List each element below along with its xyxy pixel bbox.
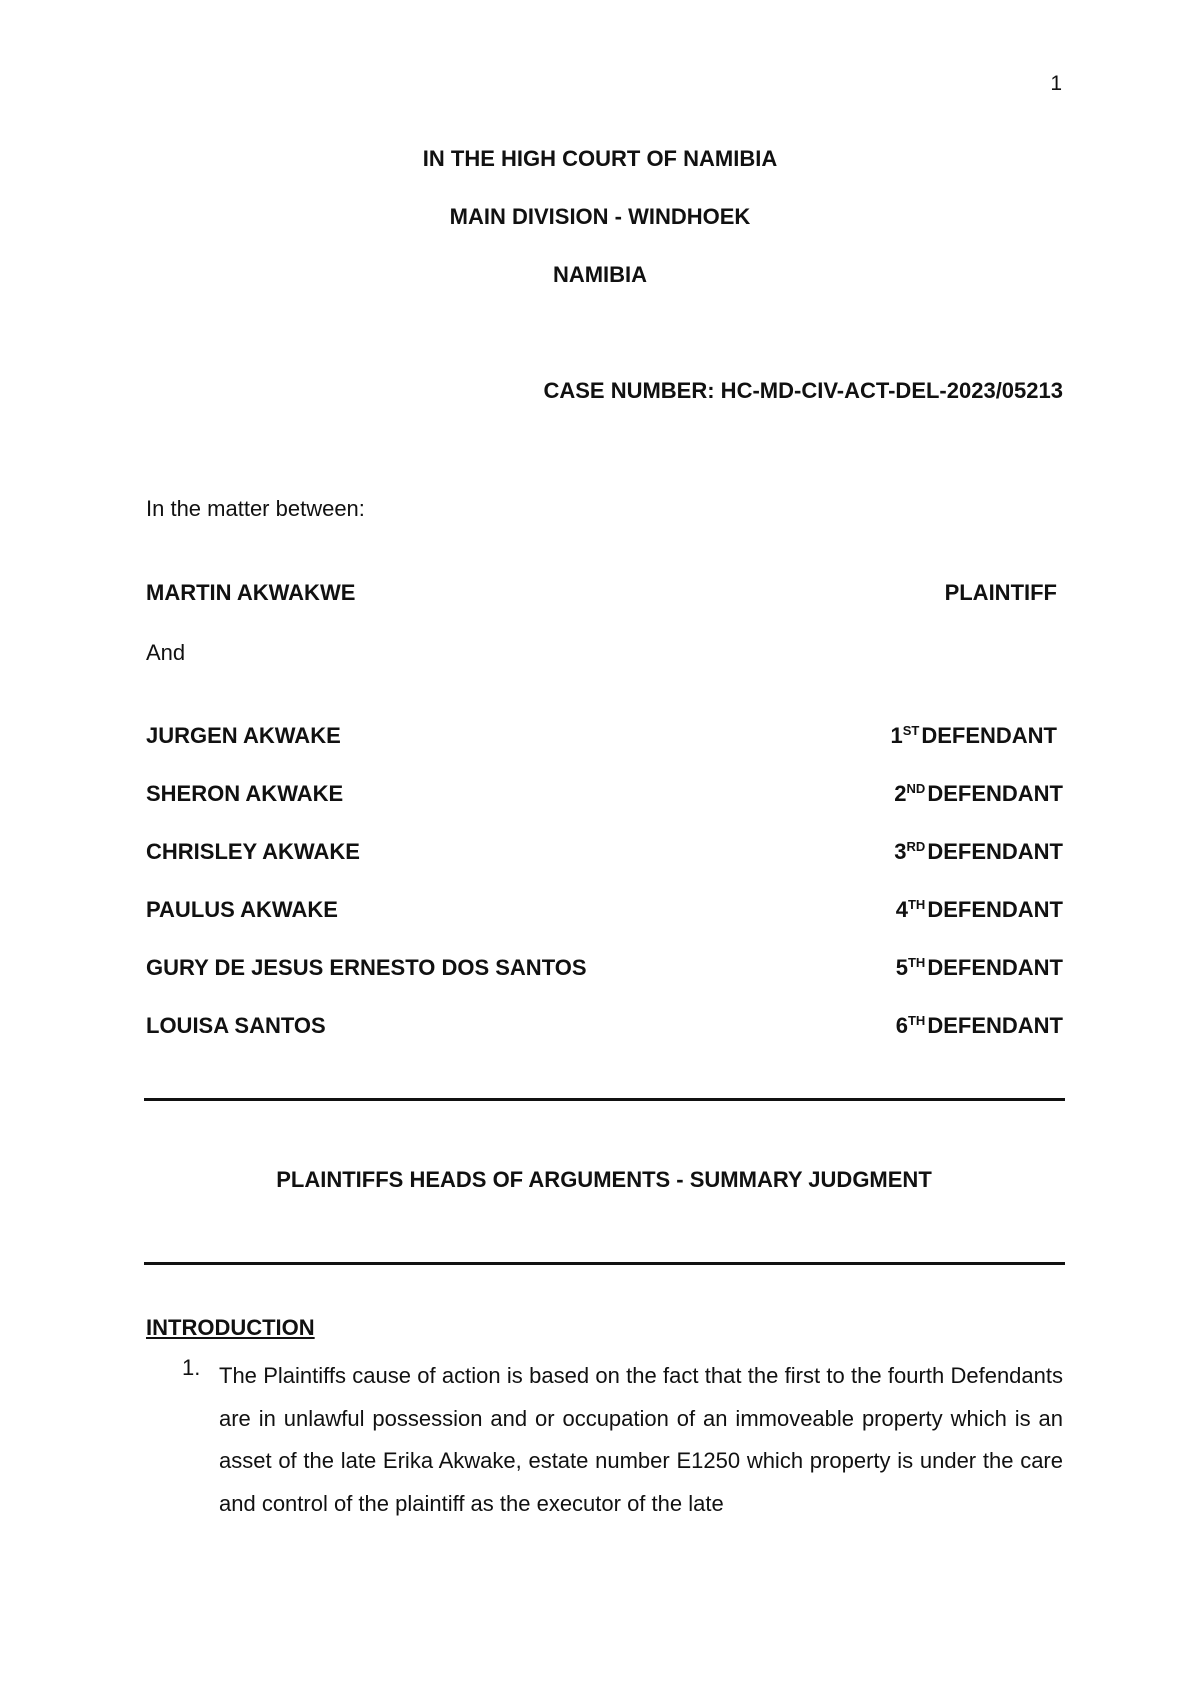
defendant-number: 6 [895,1013,908,1038]
defendant-role [896,955,1063,981]
ordinal-suffix: RD [906,839,926,854]
ordinal-suffix: TH [907,1013,926,1028]
defendant-name: SHERON AKWAKE [146,781,344,806]
defendant-label: DEFENDANT [927,955,1063,980]
ordinal-suffix: TH [907,955,926,970]
defendant-role [890,723,1057,749]
court-name: IN THE HIGH COURT OF NAMIBIA [422,146,778,171]
defendant-label: DEFENDANT [921,723,1057,748]
defendant-role [894,781,1063,807]
defendant-role [894,839,1063,865]
plaintiff-name: MARTIN AKWAKWE [146,580,356,605]
and-conjunction: And [146,640,186,665]
case-number: CASE NUMBER: HC-MD-CIV-ACT-DEL-2023/05213 [543,378,1063,403]
section-heading-introduction: INTRODUCTION [146,1315,315,1340]
defendant-role [896,1013,1063,1039]
defendant-number: 2 [894,781,907,806]
defendant-name: CHRISLEY AKWAKE [146,839,360,864]
defendant-number: 1 [890,723,903,748]
numbered-paragraph [146,1355,1063,1525]
defendant-number: 5 [895,955,908,980]
paragraph-text: The Plaintiffs cause of action is based on the fact that the first to the fourth Defendants are in unlawful possession and or occupation of an immoveable property which is an asset of the late Erika Akwake, estate number E1250 which property is under the care and control of the plaintiff as the executor of the late [219,1363,1063,1516]
ordinal-suffix: ND [906,781,926,796]
defendant-label: DEFENDANT [927,1013,1063,1038]
ordinal-suffix: ST [902,723,920,738]
defendant-name: LOUISA SANTOS [146,1013,326,1038]
defendant-name: JURGEN AKWAKE [146,723,341,748]
matter-between-label: In the matter between: [146,496,365,521]
court-division: MAIN DIVISION - WINDHOEK [449,204,751,229]
page-number: 1 [1050,72,1062,95]
court-country: NAMIBIA [552,262,648,287]
paragraph-number: 1. [182,1355,201,1380]
ordinal-suffix: TH [907,897,926,912]
horizontal-rule-top [144,1098,1065,1101]
defendant-name: GURY DE JESUS ERNESTO DOS SANTOS [146,955,587,980]
defendant-number: 3 [894,839,907,864]
defendant-label: DEFENDANT [927,781,1063,806]
horizontal-rule-bottom [144,1262,1065,1265]
defendant-role [896,897,1063,923]
defendant-name: PAULUS AKWAKE [146,897,338,922]
document-title: PLAINTIFFS HEADS OF ARGUMENTS - SUMMARY JUDGMENT [276,1167,932,1192]
defendant-number: 4 [895,897,908,922]
plaintiff-role: PLAINTIFF [944,580,1057,605]
defendant-label: DEFENDANT [927,897,1063,922]
defendant-label: DEFENDANT [927,839,1063,864]
